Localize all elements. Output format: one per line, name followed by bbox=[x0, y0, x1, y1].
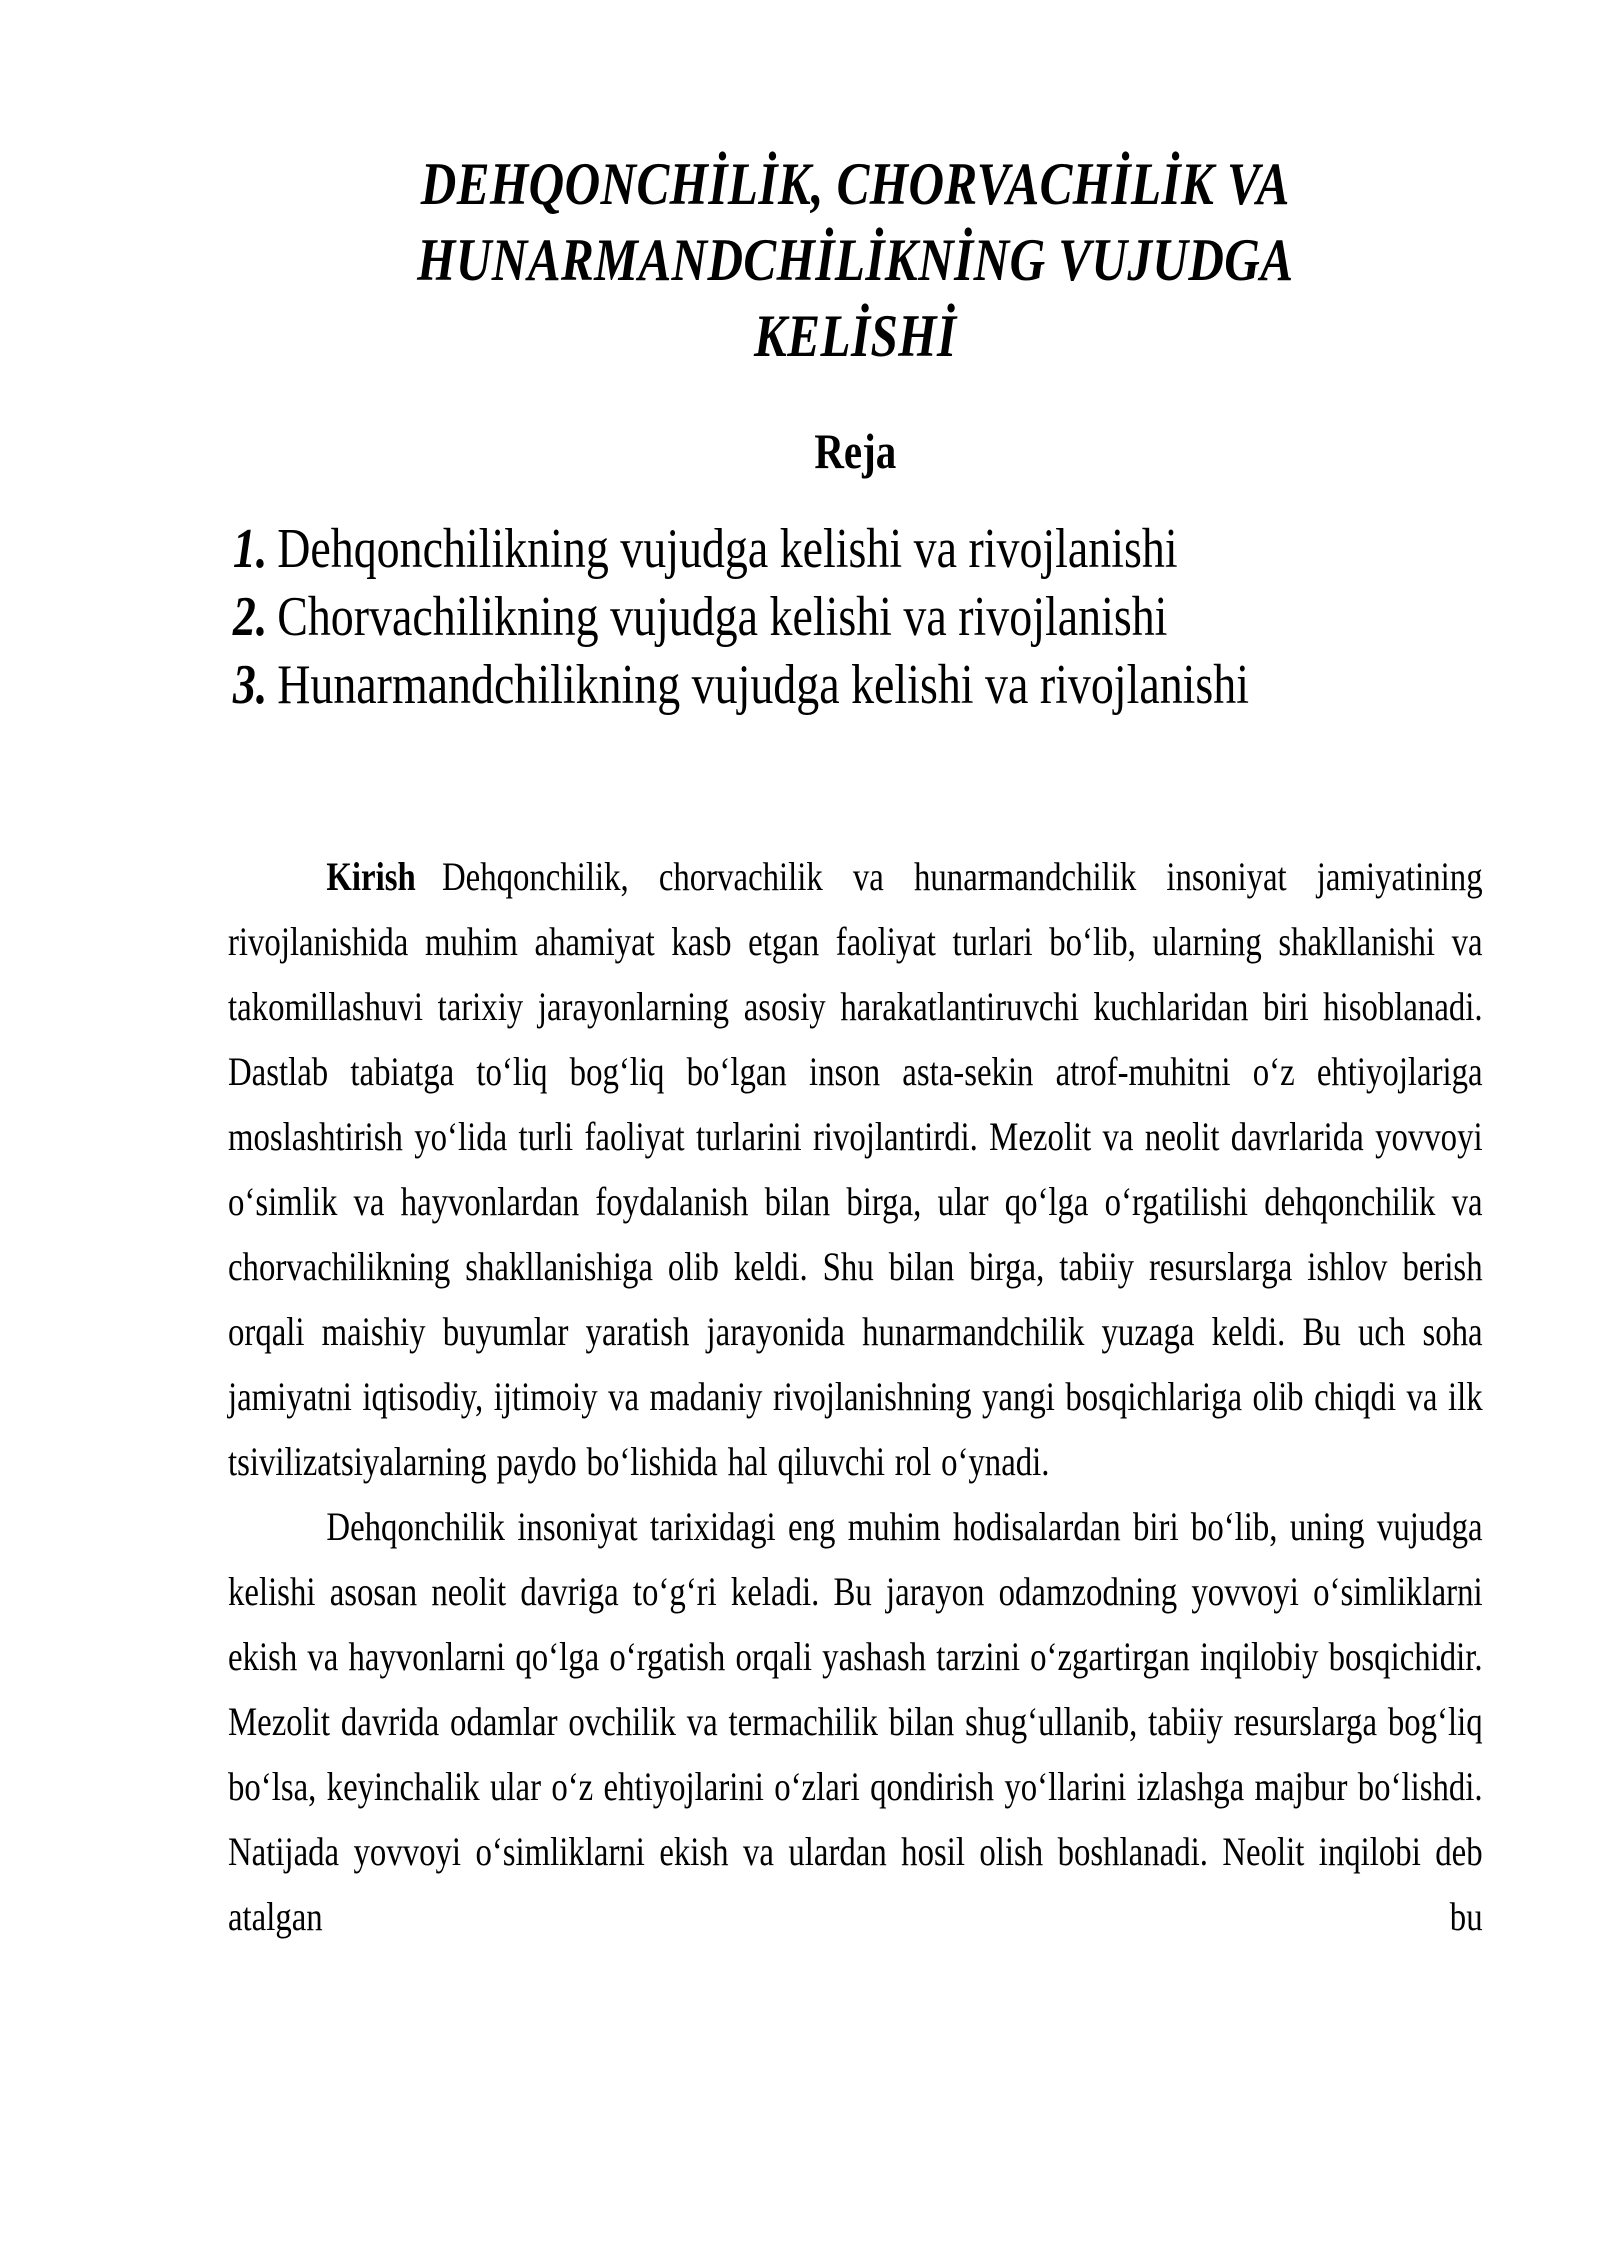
plan-item-label: Dehqonchilikning vujudga kelishi va rivojlanishi bbox=[277, 518, 1178, 580]
plan-item-number: 1. bbox=[232, 518, 268, 580]
intro-lead-word: Kirish bbox=[326, 854, 416, 899]
plan-item bbox=[233, 515, 1483, 583]
title-line-1: DEHQONCHİLİK, CHORVACHİLİK VA bbox=[420, 151, 1290, 217]
plan-heading: Reja bbox=[814, 423, 897, 479]
title-line-3: KELİSHİ bbox=[754, 303, 957, 369]
plan-item-label: Hunarmandchilikning vujudga kelishi va rivojlanishi bbox=[277, 654, 1250, 716]
plan-item-number: 2. bbox=[232, 586, 268, 648]
second-paragraph bbox=[228, 1494, 1483, 1949]
plan-item bbox=[233, 583, 1483, 651]
document-content bbox=[228, 0, 1483, 1949]
title-line-2: HUNARMANDCHİLİKNİNG VUJUDGA bbox=[417, 227, 1294, 293]
second-paragraph-text: Dehqonchilik insoniyat tarixidagi eng muhim hodisalardan biri bo‘lib, uning vujudga kelishi asosan neolit davriga to‘g‘ri keladi. Bu jarayon odamzodning yovvoyi o‘simliklarni ekish va hayvonlarni qo‘lga o‘rgatish orqali yashash tarzini o‘zgartirgan inqilobiy bosqichidir. Mezolit davrida odamlar ovchilik va termachilik bilan shug‘ullanib, tabiiy resurslarga bog‘liq bo‘lsa, keyinchalik ular o‘z ehtiyojlarini o‘zlari qondirish yo‘llarini izlashga majbur bo‘lishdi. Natijada yovvoyi o‘simliklarni ekish va ulardan hosil olish boshlanadi. Neolit inqilobi deb atalgan bu bbox=[228, 1504, 1483, 1939]
plan-list bbox=[228, 515, 1483, 719]
document-title bbox=[228, 146, 1483, 374]
plan-item bbox=[233, 651, 1483, 719]
intro-paragraph bbox=[228, 844, 1483, 1494]
document-body bbox=[228, 844, 1483, 1949]
intro-paragraph-text: Dehqonchilik, chorvachilik va hunarmandchilik insoniyat jamiyatining rivojlanishida muhim ahamiyat kasb etgan faoliyat turlari bo‘lib, ularning shakllanishi va takomillashuvi tarixiy jarayonlarning asosiy harakatlantiruvchi kuchlaridan biri hisoblanadi. Dastlab tabiatga to‘liq bog‘liq bo‘lgan inson asta-sekin atrof-muhitni o‘z ehtiyojlariga moslashtirish yo‘lida turli faoliyat turlarini rivojlantirdi. Mezolit va neolit davrlarida yovvoyi o‘simlik va hayvonlardan foydalanish bilan birga, ular qo‘lga o‘rgatilishi dehqonchilik va chorvachilikning shakllanishiga olib keldi. Shu bilan birga, tabiiy resurslarga ishlov berish orqali maishiy buyumlar yaratish jarayonida hunarmandchilik yuzaga keldi. Bu uch soha jamiyatni iqtisodiy, ijtimoiy va madaniy rivojlanishning yangi bosqichlariga olib chiqdi va ilk tsivilizatsiyalarning paydo bo‘lishida hal qiluvchi rol o‘ynadi. bbox=[228, 854, 1483, 1484]
plan-item-label: Chorvachilikning vujudga kelishi va rivojlanishi bbox=[277, 586, 1168, 648]
plan-item-number: 3. bbox=[232, 654, 268, 716]
